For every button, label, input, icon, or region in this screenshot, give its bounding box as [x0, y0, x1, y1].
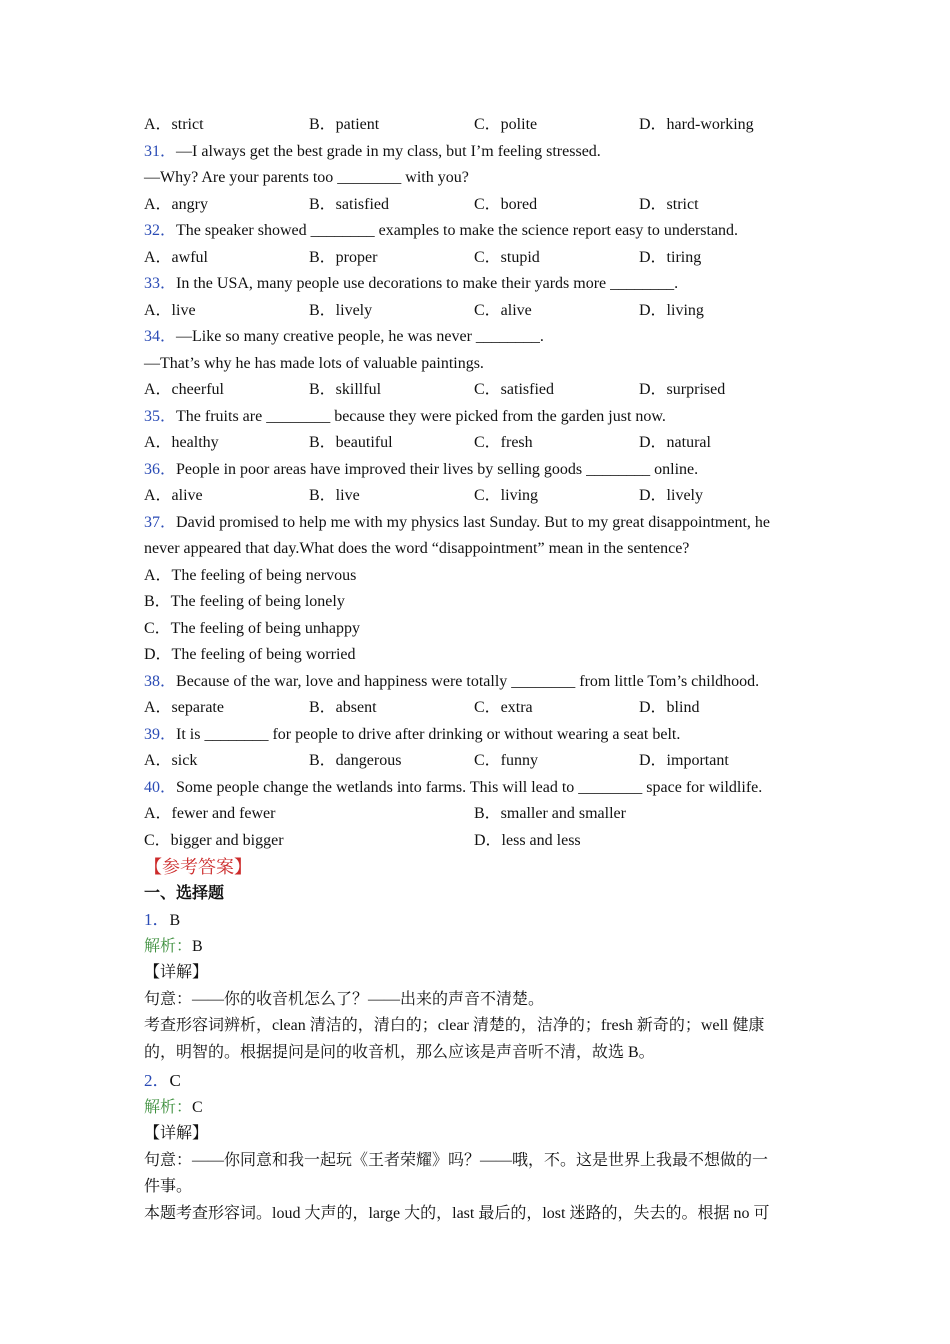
question-number: 39． — [144, 725, 177, 743]
option[interactable]: A．sick — [144, 752, 198, 769]
q34-options — [144, 377, 804, 404]
question-38 — [144, 669, 804, 696]
question-number: 37． — [144, 513, 177, 531]
question-39 — [144, 722, 804, 749]
option[interactable]: A．awful — [144, 248, 208, 266]
q38-options — [144, 695, 804, 722]
option[interactable]: C．extra — [474, 699, 533, 716]
answer-key-title: 【参考答案】 — [144, 857, 252, 877]
question-text: —Why? Are your parents too ________ with you? — [144, 169, 469, 186]
option[interactable]: D．natural — [639, 434, 711, 451]
question-text: In the USA, many people use decorations to make their yards more ________. — [176, 275, 679, 292]
question-text: Because of the war, love and happiness were totally ________ from little Tom’s childhood. — [176, 672, 760, 690]
q33-options — [144, 298, 804, 325]
option[interactable]: C．satisfied — [474, 381, 554, 398]
q36-options — [144, 483, 804, 510]
option[interactable]: D．blind — [639, 699, 700, 716]
option[interactable]: B．proper — [309, 248, 378, 266]
option[interactable]: B．dangerous — [309, 752, 402, 769]
q30-options — [144, 112, 804, 139]
document-page — [144, 112, 804, 1227]
option[interactable]: B．smaller and smaller — [474, 805, 626, 822]
option[interactable]: D．strict — [639, 195, 699, 213]
question-number: 33． — [144, 275, 177, 292]
question-text: —Like so many creative people, he was never ________. — [176, 328, 544, 345]
analysis-label: 解析： — [144, 1098, 193, 1116]
sentence-meaning: 件事。 — [144, 1178, 193, 1195]
option[interactable]: B．beautiful — [309, 434, 393, 451]
q40-options-row2 — [144, 828, 804, 855]
q40-options-row1 — [144, 801, 804, 828]
question-number: 31． — [144, 142, 177, 160]
answer-number: 1． — [144, 910, 170, 929]
option[interactable]: B．satisfied — [309, 195, 389, 213]
analysis-line — [144, 1095, 804, 1122]
option[interactable]: A．fewer and fewer — [144, 805, 276, 822]
option[interactable]: C．living — [474, 487, 539, 504]
question-number: 35． — [144, 407, 177, 425]
option[interactable]: A．cheerful — [144, 381, 224, 398]
option[interactable]: C．polite — [474, 116, 538, 133]
option[interactable]: D．living — [639, 301, 704, 319]
question-text: —That’s why he has made lots of valuable paintings. — [144, 354, 484, 372]
question-36 — [144, 457, 804, 484]
option[interactable]: C．fresh — [474, 434, 533, 451]
option[interactable]: A．healthy — [144, 434, 219, 451]
option[interactable]: A．alive — [144, 487, 203, 504]
analysis-line — [144, 934, 804, 961]
q35-options — [144, 430, 804, 457]
option[interactable]: A．live — [144, 301, 196, 319]
sentence-meaning: 句意：——你的收音机怎么了？——出来的声音不清楚。 — [144, 990, 545, 1008]
option[interactable]: D．important — [639, 752, 729, 769]
option[interactable]: B．skillful — [309, 381, 382, 398]
question-number: 32． — [144, 222, 177, 239]
option[interactable]: C．bigger and bigger — [144, 831, 284, 849]
option[interactable]: C．The feeling of being unhappy — [144, 619, 360, 637]
sentence-meaning: 句意：——你同意和我一起玩《王者荣耀》吗？——哦，不。这是世界上我最不想做的一 — [144, 1151, 769, 1169]
question-text: People in poor areas have improved their lives by selling goods ________ online. — [176, 460, 699, 478]
option[interactable]: A．angry — [144, 195, 208, 213]
explanation-text: 本题考查形容词。loud 大声的，large 大的，last 最后的，lost 迷路的，失去的。根据 no 可 — [144, 1204, 770, 1222]
explanation-text: 考查形容词辨析，clean 清洁的，清白的；clear 清楚的，洁净的；fresh 新奇的；well 健康 — [144, 1017, 765, 1034]
option[interactable]: B．lively — [309, 301, 373, 319]
option[interactable]: B．The feeling of being lonely — [144, 593, 345, 610]
option[interactable]: D．hard-working — [639, 116, 754, 133]
question-text: It is ________ for people to drive after drinking or without wearing a seat belt. — [176, 725, 681, 743]
option[interactable]: D．The feeling of being worried — [144, 646, 356, 663]
question-33 — [144, 271, 804, 298]
answer-2 — [144, 1068, 804, 1095]
option[interactable]: A．separate — [144, 699, 224, 716]
option[interactable]: B．live — [309, 487, 360, 504]
question-32 — [144, 218, 804, 245]
option[interactable]: D．lively — [639, 487, 703, 504]
question-text: The speaker showed ________ examples to make the science report easy to understand. — [176, 222, 739, 239]
answer-1 — [144, 907, 804, 934]
answer-number: 2． — [144, 1071, 170, 1090]
explanation-text: 的，明智的。根据提问是问的收音机，那么应该是声音听不清，故选 B。 — [144, 1043, 655, 1061]
answer-value: B — [169, 912, 181, 929]
option[interactable]: D．surprised — [639, 381, 726, 398]
option[interactable]: B．patient — [309, 116, 380, 133]
question-31 — [144, 139, 804, 166]
question-35 — [144, 404, 804, 431]
question-number: 38． — [144, 672, 177, 690]
question-text: —I always get the best grade in my class, but I’m feeling stressed. — [176, 142, 601, 160]
q31-options — [144, 192, 804, 219]
option[interactable]: C．funny — [474, 752, 539, 769]
option[interactable]: A．The feeling of being nervous — [144, 566, 357, 584]
option[interactable]: D．tiring — [639, 248, 702, 266]
q39-options — [144, 748, 804, 775]
answer-value: C — [169, 1071, 181, 1090]
question-text: never appeared that day.What does the word “disappointment” mean in the sentence? — [144, 540, 690, 557]
analysis-value: B — [192, 937, 203, 955]
section-title: 一、选择题 — [144, 884, 225, 902]
question-text: David promised to help me with my physics last Sunday. But to my great disappointment, he — [176, 513, 771, 531]
question-37 — [144, 510, 804, 537]
question-40 — [144, 775, 804, 802]
q32-options — [144, 245, 804, 272]
option[interactable]: A．strict — [144, 116, 204, 133]
option[interactable]: C．bored — [474, 195, 538, 213]
question-number: 36． — [144, 460, 177, 478]
detail-label: 【详解】 — [144, 964, 209, 981]
option[interactable]: B．absent — [309, 699, 377, 716]
option[interactable]: D．less and less — [474, 831, 581, 849]
question-34 — [144, 324, 804, 351]
detail-label: 【详解】 — [144, 1125, 209, 1142]
option[interactable]: C．alive — [474, 301, 532, 319]
option[interactable]: C．stupid — [474, 248, 540, 266]
question-number: 34． — [144, 328, 177, 345]
question-number: 40． — [144, 778, 177, 796]
analysis-value: C — [192, 1098, 203, 1116]
question-text: The fruits are ________ because they were picked from the garden just now. — [176, 407, 666, 425]
analysis-label: 解析： — [144, 937, 193, 955]
question-text: Some people change the wetlands into farms. This will lead to ________ space for wildlife. — [176, 778, 763, 796]
